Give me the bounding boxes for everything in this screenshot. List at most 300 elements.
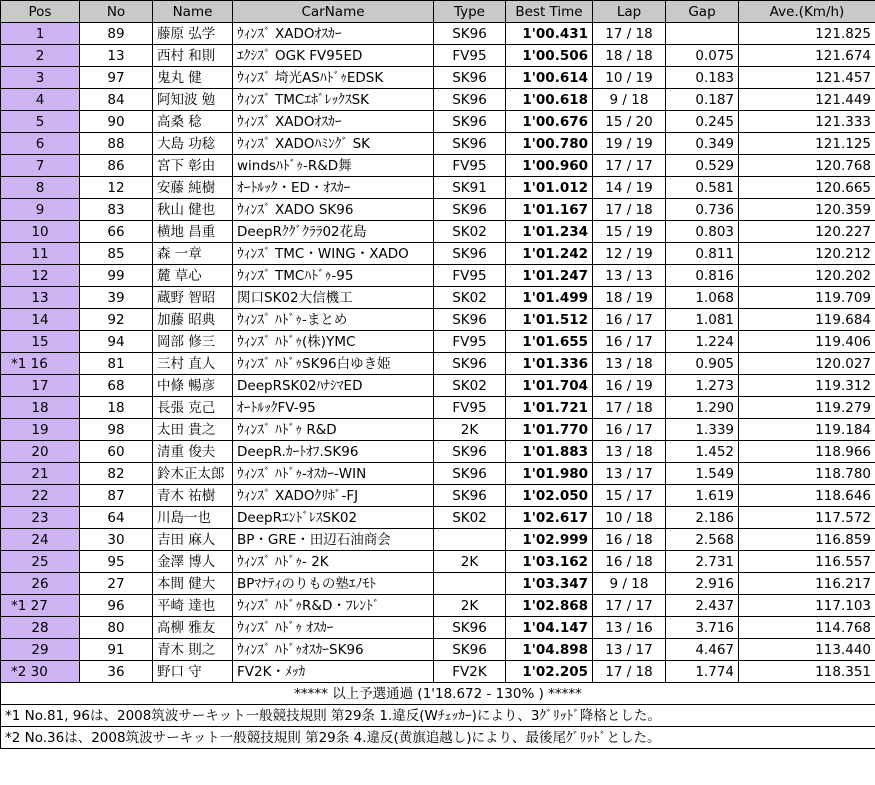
header-ave: Ave.(Km/h) xyxy=(739,1,875,23)
cell-type: SK96 xyxy=(434,617,506,639)
cell-best-time: 1'01.512 xyxy=(506,309,593,331)
cell-lap: 17 / 18 xyxy=(593,23,666,45)
table-row xyxy=(1,573,875,595)
cell-name: 阿知波 勉 xyxy=(153,89,233,111)
cell-no: 64 xyxy=(80,507,153,529)
cell-best-time: 1'01.499 xyxy=(506,287,593,309)
cell-gap: 2.916 xyxy=(666,573,739,595)
cell-gap: 1.068 xyxy=(666,287,739,309)
cell-lap: 16 / 17 xyxy=(593,331,666,353)
cell-lap: 16 / 18 xyxy=(593,529,666,551)
table-row xyxy=(1,287,875,309)
cell-pos: 6 xyxy=(1,133,80,155)
cell-lap: 15 / 20 xyxy=(593,111,666,133)
cell-name: 蔵野 智昭 xyxy=(153,287,233,309)
cell-pos: 23 xyxy=(1,507,80,529)
cell-gap xyxy=(666,23,739,45)
cell-best-time: 1'04.147 xyxy=(506,617,593,639)
cell-name: 大島 功稔 xyxy=(153,133,233,155)
cell-gap: 3.716 xyxy=(666,617,739,639)
cell-best-time: 1'01.655 xyxy=(506,331,593,353)
cell-carname: ｵｰﾄﾙｯｸFV-95 xyxy=(233,397,434,419)
cell-type xyxy=(434,529,506,551)
cell-carname: ｳｨﾝｽﾞ ﾊﾄﾞｩSK96白ゆき姫 xyxy=(233,353,434,375)
cell-name: 森 一章 xyxy=(153,243,233,265)
cell-carname: BP・GRE・田辺石油商会 xyxy=(233,529,434,551)
cell-lap: 17 / 17 xyxy=(593,595,666,617)
table-row xyxy=(1,485,875,507)
cell-ave: 118.780 xyxy=(739,463,875,485)
cell-no: 99 xyxy=(80,265,153,287)
cell-gap: 0.816 xyxy=(666,265,739,287)
cell-ave: 117.572 xyxy=(739,507,875,529)
cell-gap: 1.549 xyxy=(666,463,739,485)
cell-best-time: 1'04.898 xyxy=(506,639,593,661)
cell-carname: ｳｨﾝｽﾞ XADOﾊﾐﾝｸﾞ SK xyxy=(233,133,434,155)
table-row xyxy=(1,639,875,661)
cell-best-time: 1'02.617 xyxy=(506,507,593,529)
cell-no: 68 xyxy=(80,375,153,397)
cell-lap: 17 / 18 xyxy=(593,199,666,221)
cell-ave: 118.351 xyxy=(739,661,875,683)
cell-best-time: 1'01.336 xyxy=(506,353,593,375)
cell-no: 85 xyxy=(80,243,153,265)
cell-carname: DeepRｸｸﾞｸﾗﾗ02花島 xyxy=(233,221,434,243)
header-row xyxy=(1,1,875,23)
table-row xyxy=(1,661,875,683)
cell-type: SK91 xyxy=(434,177,506,199)
cell-type: SK96 xyxy=(434,89,506,111)
cell-pos: 25 xyxy=(1,551,80,573)
cell-pos: 11 xyxy=(1,243,80,265)
cell-name: 加藤 昭典 xyxy=(153,309,233,331)
cell-ave: 118.646 xyxy=(739,485,875,507)
cell-lap: 18 / 18 xyxy=(593,45,666,67)
cell-carname: ｳｨﾝｽﾞ TMCﾊﾄﾞｩ-95 xyxy=(233,265,434,287)
cell-carname: ｳｨﾝｽﾞ XADO SK96 xyxy=(233,199,434,221)
note-row xyxy=(1,727,875,749)
cell-best-time: 1'00.506 xyxy=(506,45,593,67)
cell-no: 95 xyxy=(80,551,153,573)
cell-no: 94 xyxy=(80,331,153,353)
cell-lap: 18 / 19 xyxy=(593,287,666,309)
cell-best-time: 1'01.167 xyxy=(506,199,593,221)
cell-ave: 113.440 xyxy=(739,639,875,661)
cell-best-time: 1'01.242 xyxy=(506,243,593,265)
cell-carname: ｴｸｼｽﾞ OGK FV95ED xyxy=(233,45,434,67)
cell-type: SK02 xyxy=(434,507,506,529)
cell-carname: ｵｰﾄﾙｯｸ・ED・ｵｽｶｰ xyxy=(233,177,434,199)
cell-gap: 2.731 xyxy=(666,551,739,573)
cell-lap: 10 / 19 xyxy=(593,67,666,89)
cell-no: 13 xyxy=(80,45,153,67)
table-row xyxy=(1,529,875,551)
cell-ave: 119.684 xyxy=(739,309,875,331)
cell-type: FV95 xyxy=(434,397,506,419)
cell-pos: 17 xyxy=(1,375,80,397)
table-row xyxy=(1,155,875,177)
header-lap: Lap xyxy=(593,1,666,23)
table-row xyxy=(1,375,875,397)
cell-lap: 16 / 19 xyxy=(593,375,666,397)
cell-carname: ｳｨﾝｽﾞ ﾊﾄﾞｩR&D・ﾌﾚﾝﾄﾞ xyxy=(233,595,434,617)
cell-best-time: 1'01.012 xyxy=(506,177,593,199)
table-row xyxy=(1,89,875,111)
cell-best-time: 1'00.431 xyxy=(506,23,593,45)
cell-no: 80 xyxy=(80,617,153,639)
header-type: Type xyxy=(434,1,506,23)
cell-pos: 18 xyxy=(1,397,80,419)
header-gap: Gap xyxy=(666,1,739,23)
table-row xyxy=(1,45,875,67)
cell-gap: 1.081 xyxy=(666,309,739,331)
cell-pos: 8 xyxy=(1,177,80,199)
cell-name: 鈴木正太郎 xyxy=(153,463,233,485)
cell-pos: 3 xyxy=(1,67,80,89)
cell-gap: 1.452 xyxy=(666,441,739,463)
cell-carname: ｳｨﾝｽﾞ ﾊﾄﾞｩ-ｵｽｶｰ-WIN xyxy=(233,463,434,485)
cell-pos: 2 xyxy=(1,45,80,67)
cell-ave: 114.768 xyxy=(739,617,875,639)
cell-ave: 120.665 xyxy=(739,177,875,199)
cell-type: SK02 xyxy=(434,375,506,397)
cell-pos: 20 xyxy=(1,441,80,463)
cell-name: 川島一也 xyxy=(153,507,233,529)
cell-no: 91 xyxy=(80,639,153,661)
cell-pos: 4 xyxy=(1,89,80,111)
cell-lap: 16 / 17 xyxy=(593,419,666,441)
table-row xyxy=(1,177,875,199)
cell-name: 野口 守 xyxy=(153,661,233,683)
cell-pos: 21 xyxy=(1,463,80,485)
cell-gap: 0.736 xyxy=(666,199,739,221)
cell-gap: 2.186 xyxy=(666,507,739,529)
cell-gap: 0.811 xyxy=(666,243,739,265)
cell-no: 88 xyxy=(80,133,153,155)
cell-best-time: 1'01.704 xyxy=(506,375,593,397)
cell-lap: 16 / 18 xyxy=(593,551,666,573)
cell-ave: 116.557 xyxy=(739,551,875,573)
cell-name: 本間 健大 xyxy=(153,573,233,595)
cell-lap: 13 / 17 xyxy=(593,639,666,661)
cell-best-time: 1'01.883 xyxy=(506,441,593,463)
cell-gap: 0.245 xyxy=(666,111,739,133)
cell-name: 中條 暢彦 xyxy=(153,375,233,397)
cell-type: 2K xyxy=(434,595,506,617)
cell-gap: 0.187 xyxy=(666,89,739,111)
cell-gap: 1.774 xyxy=(666,661,739,683)
cell-lap: 13 / 18 xyxy=(593,353,666,375)
cell-ave: 120.027 xyxy=(739,353,875,375)
cell-ave: 120.768 xyxy=(739,155,875,177)
cell-lap: 15 / 19 xyxy=(593,221,666,243)
cell-name: 金澤 博人 xyxy=(153,551,233,573)
cell-type: SK96 xyxy=(434,309,506,331)
cell-pos: *1 16 xyxy=(1,353,80,375)
cell-gap: 1.339 xyxy=(666,419,739,441)
qualify-line: ***** 以上予選通過 (1'18.672 - 130% ) ***** xyxy=(1,683,875,705)
cell-gap: 0.183 xyxy=(666,67,739,89)
table-row xyxy=(1,463,875,485)
cell-best-time: 1'02.868 xyxy=(506,595,593,617)
cell-no: 36 xyxy=(80,661,153,683)
cell-ave: 119.184 xyxy=(739,419,875,441)
cell-ave: 121.333 xyxy=(739,111,875,133)
cell-ave: 119.406 xyxy=(739,331,875,353)
cell-pos: *1 27 xyxy=(1,595,80,617)
cell-no: 39 xyxy=(80,287,153,309)
cell-no: 60 xyxy=(80,441,153,463)
cell-name: 長張 克己 xyxy=(153,397,233,419)
cell-ave: 118.966 xyxy=(739,441,875,463)
cell-carname: ｳｨﾝｽﾞ ﾊﾄﾞｩ ｵｽｶｰ xyxy=(233,617,434,639)
cell-pos: 15 xyxy=(1,331,80,353)
cell-carname: DeepR.ｶｰﾄｵﾌ.SK96 xyxy=(233,441,434,463)
table-row xyxy=(1,221,875,243)
cell-no: 83 xyxy=(80,199,153,221)
cell-no: 66 xyxy=(80,221,153,243)
cell-no: 90 xyxy=(80,111,153,133)
table-row xyxy=(1,595,875,617)
cell-type: SK96 xyxy=(434,67,506,89)
cell-name: 高桑 稔 xyxy=(153,111,233,133)
cell-name: 平崎 達也 xyxy=(153,595,233,617)
cell-type: SK96 xyxy=(434,485,506,507)
cell-lap: 15 / 17 xyxy=(593,485,666,507)
cell-ave: 116.859 xyxy=(739,529,875,551)
cell-type: FV95 xyxy=(434,265,506,287)
cell-lap: 9 / 18 xyxy=(593,573,666,595)
cell-best-time: 1'00.780 xyxy=(506,133,593,155)
cell-no: 89 xyxy=(80,23,153,45)
cell-type: FV95 xyxy=(434,331,506,353)
cell-type: FV2K xyxy=(434,661,506,683)
table-row xyxy=(1,23,875,45)
cell-ave: 117.103 xyxy=(739,595,875,617)
cell-pos: 29 xyxy=(1,639,80,661)
cell-ave: 121.674 xyxy=(739,45,875,67)
cell-pos: 22 xyxy=(1,485,80,507)
cell-pos: 13 xyxy=(1,287,80,309)
cell-ave: 121.125 xyxy=(739,133,875,155)
cell-type: SK96 xyxy=(434,199,506,221)
cell-type: SK96 xyxy=(434,243,506,265)
cell-best-time: 1'01.247 xyxy=(506,265,593,287)
header-best-time: Best Time xyxy=(506,1,593,23)
cell-no: 86 xyxy=(80,155,153,177)
cell-lap: 10 / 18 xyxy=(593,507,666,529)
cell-lap: 13 / 18 xyxy=(593,441,666,463)
cell-pos: 7 xyxy=(1,155,80,177)
cell-best-time: 1'01.770 xyxy=(506,419,593,441)
cell-best-time: 1'02.999 xyxy=(506,529,593,551)
cell-pos: 9 xyxy=(1,199,80,221)
table-row xyxy=(1,111,875,133)
cell-best-time: 1'01.721 xyxy=(506,397,593,419)
cell-name: 吉田 麻人 xyxy=(153,529,233,551)
cell-best-time: 1'00.960 xyxy=(506,155,593,177)
cell-no: 30 xyxy=(80,529,153,551)
cell-name: 清重 俊夫 xyxy=(153,441,233,463)
cell-ave: 120.227 xyxy=(739,221,875,243)
cell-best-time: 1'02.050 xyxy=(506,485,593,507)
cell-ave: 119.709 xyxy=(739,287,875,309)
cell-carname: ｳｨﾝｽﾞ ﾊﾄﾞｩ- 2K xyxy=(233,551,434,573)
cell-gap: 0.581 xyxy=(666,177,739,199)
cell-no: 12 xyxy=(80,177,153,199)
cell-no: 98 xyxy=(80,419,153,441)
cell-no: 18 xyxy=(80,397,153,419)
cell-name: 藤原 弘学 xyxy=(153,23,233,45)
cell-carname: ｳｨﾝｽﾞ XADOｵｽｶｰ xyxy=(233,23,434,45)
cell-no: 82 xyxy=(80,463,153,485)
table-row xyxy=(1,331,875,353)
cell-lap: 17 / 17 xyxy=(593,155,666,177)
table-row xyxy=(1,551,875,573)
cell-name: 宮下 彰由 xyxy=(153,155,233,177)
cell-best-time: 1'03.347 xyxy=(506,573,593,595)
cell-lap: 17 / 18 xyxy=(593,661,666,683)
table-row xyxy=(1,397,875,419)
cell-name: 岡部 修三 xyxy=(153,331,233,353)
cell-ave: 116.217 xyxy=(739,573,875,595)
penalty-note-1: *1 No.81, 96は、2008筑波サーキット一般競技規則 第29条 1.違反(Wﾁｪｯｶｰ)により、3ｸﾞﾘｯﾄﾞ降格とした。 xyxy=(1,705,875,727)
cell-name: 安藤 純樹 xyxy=(153,177,233,199)
cell-no: 87 xyxy=(80,485,153,507)
cell-name: 鬼丸 健 xyxy=(153,67,233,89)
cell-carname: ｳｨﾝｽﾞ TMC・WING・XADO xyxy=(233,243,434,265)
cell-pos: *2 30 xyxy=(1,661,80,683)
cell-carname: 関口SK02大信機工 xyxy=(233,287,434,309)
cell-type: SK02 xyxy=(434,287,506,309)
cell-carname: ｳｨﾝｽﾞ 埼光ASﾊﾄﾞｩEDSK xyxy=(233,67,434,89)
cell-lap: 9 / 18 xyxy=(593,89,666,111)
cell-gap: 0.075 xyxy=(666,45,739,67)
cell-no: 27 xyxy=(80,573,153,595)
header-name: Name xyxy=(153,1,233,23)
cell-pos: 14 xyxy=(1,309,80,331)
cell-type: 2K xyxy=(434,419,506,441)
cell-type: SK96 xyxy=(434,463,506,485)
cell-pos: 5 xyxy=(1,111,80,133)
cell-carname: ｳｨﾝｽﾞ XADOｸﾘﾎﾞ-FJ xyxy=(233,485,434,507)
cell-carname: BPﾏﾅﾃｨのりもの塾ｴﾉﾓﾄ xyxy=(233,573,434,595)
cell-lap: 14 / 19 xyxy=(593,177,666,199)
cell-name: 西村 和則 xyxy=(153,45,233,67)
cell-best-time: 1'00.676 xyxy=(506,111,593,133)
cell-pos: 24 xyxy=(1,529,80,551)
cell-no: 96 xyxy=(80,595,153,617)
cell-name: 青木 則之 xyxy=(153,639,233,661)
table-row xyxy=(1,265,875,287)
table-row xyxy=(1,419,875,441)
cell-pos: 19 xyxy=(1,419,80,441)
cell-no: 84 xyxy=(80,89,153,111)
cell-pos: 12 xyxy=(1,265,80,287)
cell-type: FV95 xyxy=(434,45,506,67)
table-row xyxy=(1,309,875,331)
cell-ave: 120.212 xyxy=(739,243,875,265)
cell-gap: 2.437 xyxy=(666,595,739,617)
table-row xyxy=(1,617,875,639)
cell-lap: 12 / 19 xyxy=(593,243,666,265)
cell-type: FV95 xyxy=(434,155,506,177)
table-row xyxy=(1,199,875,221)
cell-carname: ｳｨﾝｽﾞ ﾊﾄﾞｩ(株)YMC xyxy=(233,331,434,353)
cell-type: 2K xyxy=(434,551,506,573)
cell-type: SK96 xyxy=(434,133,506,155)
penalty-note-2: *2 No.36は、2008筑波サーキット一般競技規則 第29条 4.違反(黄旗追越し)により、最後尾ｸﾞﾘｯﾄﾞとした。 xyxy=(1,727,875,749)
cell-type: SK96 xyxy=(434,23,506,45)
cell-ave: 121.457 xyxy=(739,67,875,89)
cell-no: 92 xyxy=(80,309,153,331)
note-row xyxy=(1,705,875,727)
cell-gap: 0.529 xyxy=(666,155,739,177)
cell-carname: DeepRSK02ﾊﾅｼﾏED xyxy=(233,375,434,397)
qualify-row xyxy=(1,683,875,705)
cell-name: 麓 草心 xyxy=(153,265,233,287)
cell-type: SK96 xyxy=(434,441,506,463)
cell-name: 青木 祐樹 xyxy=(153,485,233,507)
cell-name: 高柳 雅友 xyxy=(153,617,233,639)
cell-carname: windsﾊﾄﾞｩ-R&D舞 xyxy=(233,155,434,177)
cell-carname: ｳｨﾝｽﾞ XADOｵｽｶｰ xyxy=(233,111,434,133)
cell-lap: 13 / 16 xyxy=(593,617,666,639)
cell-name: 太田 貴之 xyxy=(153,419,233,441)
cell-best-time: 1'01.234 xyxy=(506,221,593,243)
cell-pos: 10 xyxy=(1,221,80,243)
cell-type: SK02 xyxy=(434,221,506,243)
cell-gap: 1.619 xyxy=(666,485,739,507)
cell-carname: ｳｨﾝｽﾞ ﾊﾄﾞｩｵｽｶｰSK96 xyxy=(233,639,434,661)
cell-pos: 1 xyxy=(1,23,80,45)
cell-name: 横地 昌重 xyxy=(153,221,233,243)
cell-ave: 119.312 xyxy=(739,375,875,397)
cell-no: 81 xyxy=(80,353,153,375)
cell-ave: 120.359 xyxy=(739,199,875,221)
cell-pos: 26 xyxy=(1,573,80,595)
cell-best-time: 1'00.618 xyxy=(506,89,593,111)
table-row xyxy=(1,507,875,529)
cell-best-time: 1'00.614 xyxy=(506,67,593,89)
header-no: No xyxy=(80,1,153,23)
cell-type: SK96 xyxy=(434,353,506,375)
cell-gap: 1.273 xyxy=(666,375,739,397)
cell-type xyxy=(434,573,506,595)
cell-best-time: 1'01.980 xyxy=(506,463,593,485)
table-row xyxy=(1,441,875,463)
cell-carname: ｳｨﾝｽﾞ ﾊﾄﾞｩ R&D xyxy=(233,419,434,441)
cell-lap: 16 / 17 xyxy=(593,309,666,331)
table-row xyxy=(1,133,875,155)
cell-carname: FV2K・ﾒｯｶ xyxy=(233,661,434,683)
cell-type: SK96 xyxy=(434,639,506,661)
header-pos: Pos xyxy=(1,1,80,23)
table-row xyxy=(1,67,875,89)
cell-gap: 0.349 xyxy=(666,133,739,155)
cell-gap: 2.568 xyxy=(666,529,739,551)
cell-type: SK96 xyxy=(434,111,506,133)
cell-ave: 119.279 xyxy=(739,397,875,419)
cell-gap: 0.905 xyxy=(666,353,739,375)
cell-lap: 13 / 13 xyxy=(593,265,666,287)
cell-gap: 1.290 xyxy=(666,397,739,419)
cell-lap: 13 / 17 xyxy=(593,463,666,485)
results-body xyxy=(1,23,875,683)
cell-ave: 121.825 xyxy=(739,23,875,45)
cell-ave: 121.449 xyxy=(739,89,875,111)
cell-no: 97 xyxy=(80,67,153,89)
